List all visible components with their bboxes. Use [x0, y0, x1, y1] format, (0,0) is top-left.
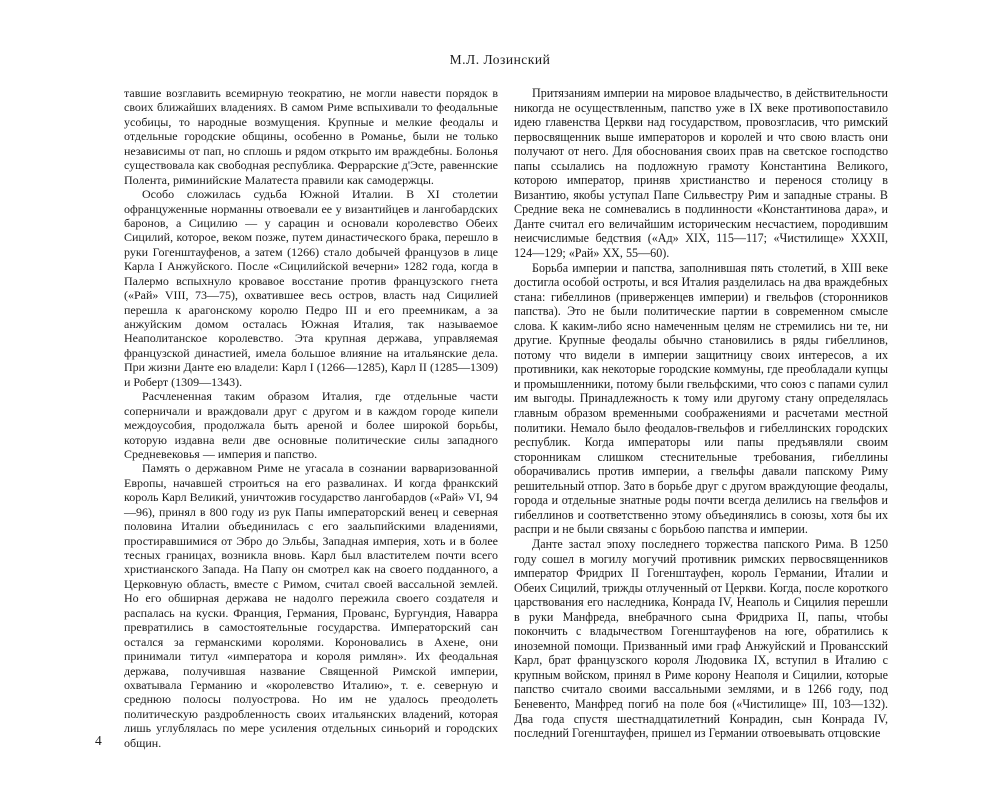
paragraph: тавшие возглавить всемирную теократию, не могли навести порядок в своих ближайших владениях. В самом Риме вспыхивали то феодальные усобицы, то народные возмущения. Крупные и мелкие феодалы и отдельные городские общины, особенно в Романье, были не только независимы от пап, но сплошь и рядом открыто им враждебны. Болонья существовала как свободная республика. Феррарские д'Эсте, равеннские Полента, риминийские Малатеста правили как самодержцы.	[124, 86, 498, 187]
page-number: 4	[95, 733, 102, 748]
paragraph: Особо сложилась судьба Южной Италии. В XI столетии офранцуженные норманны отвоевали ее у византийцев и лангобардских баронов, а Сицилию — у сарацин и основали королевство Обеих Сицилий, которое, веком позже, путем династического брака, перешло в руки Гогенштауфенов, а затем (1266) стало добычей французов в лице Карла I Анжуйского. После «Сицилийской вечерни» 1282 года, когда в Палермо вспыхнуло кровавое восстание против французского гнета («Рай» VIII, 73—75), охватившее весь остров, власть над Сицилией перешла к арагонскому королю Педро III и его преемникам, а за анжуйским домом осталась Южная Италия, так называемое Неаполитанское королевство. Эта крупная держава, управляемая французской династией, имела большое влияние на итальянские дела. При жизни Данте ею владели: Карл I (1266—1285), Карл II (1285—1309) и Роберт (1309—1343).	[124, 187, 498, 389]
paragraph: Расчлененная таким образом Италия, где отдельные части соперничали и враждовали друг с другом и в каждом городе кипели междоусобия, продолжала быть ареной и более широкой борьбы, которую издавна вели две основные политические силы западного Средневековья — империя и папство.	[124, 389, 498, 461]
paragraph: Борьба империи и папства, заполнившая пять столетий, в XIII веке достигла особой остроты, и вся Италия разделилась на два враждебных стана: гибеллинов (приверженцев империи) и гвельфов (сторонников папства). Это не были политические партии в современном смысле слова. К каким-либо ясно намеченным целям не стремились ни те, ни другие. Крупные феодалы обычно становились в ряды гибеллинов, потому что видели в империи защитницу своих интересов, а их противники, как некоторые городские коммуны, где преобладали купцы и промышленники, потому были гвельфскими, что союз с папами сулил им выгоды. Принадлежность к тому или другому стану определялась главным образом временными соображениями и расчетами местной политики. Немало было феодалов-гвельфов и гибеллинских городских республик. Когда императоры или папы предъявляли своим сторонникам слишком стеснительные требования, гибеллины оборачивались против империи, а гвельфы давали папскому Риму решительный отпор. Зато в борьбе друг с другом враждующие феодалы, города и отдельные знатные роды почти всегда делились на гвельфов и гибеллинов и соответственно этому объединялись в союзы, хотя бы их распри и не были связаны с борьбою папства и империи.	[514, 260, 888, 537]
running-head: М.Л. Лозинский	[449, 52, 551, 67]
paragraph: Память о державном Риме не угасала в сознании варваризованной Европы, начавшей строиться на его развалинах. И когда франкский король Карл Великий, уничтожив государство лангобардов («Рай» VI, 94—96), принял в 800 году из рук Папы императорский венец и северная половина Италии объединилась с его заальпийскими владениями, простиравшимися от Эбро до Эльбы, Западная империя, хоть и в более тесных границах, возникла вновь. Карл был властителем почти всего христианского Запада. На Папу он смотрел как на своего подданного, а Церковную область, вместе с Римом, считал своей вассальной землей. Но его обширная держава не надолго пережила своего создателя и распалась на куски. Франция, Германия, Прованс, Бургундия, Наварра превратились в самостоятельные государства. Императорский сан остался за германскими королями. Короновались в Ахене, они принимали титул «императора и короля римлян». Их феодальная держава, получившая название Священной Римской империи, охватывала Германию и «королевство Италию», т. е. северную и среднюю полосы полуострова. Но им не удалось преодолеть политическую раздробленность своих итальянских владений, которая лишь углублялась по мере усиления отдельных синьорий и городских общин.	[124, 461, 498, 750]
paragraph: Данте застал эпоху последнего торжества папского Рима. В 1250 году сошел в могилу могучий противник римских первосвященников император Фридрих II Гогенштауфен, король Германии, Италии и Обеих Сицилий, трижды отлученный от Церкви. Когда, после короткого царствования его наследника, Конрада IV, Неаполь и Сицилия перешли в руки Манфреда, внебрачного сына Фридриха II, папы, чтобы покончить с владычеством Гогенштауфенов на юге, обратились к иноземной помощи. Призванный ими граф Анжуйский и Провансский Карл, брат французского короля Людовика IX, вступил в Италию с крупным войском, принял в Риме корону Неаполя и Сицилии, которые папство считало своими вассальными землями, и в 1266 году, под Беневенто, Манфред погиб на поле боя («Чистилище» III, 103—132). Два года спустя шестнадцатилетний Конрадин, сын Конрада IV, последний Гогенштауфен, пришел из Германии отвоевывать отцовские	[514, 536, 888, 741]
paragraph: Притязаниям империи на мировое владычество, в действительности никогда не осуществленным, папство уже в IX веке противопоставило идею главенства Церкви над государством, провозгласив, что римский первосвященник выше императоров и королей и что свою власть они получают от него. Для обоснования своих прав на светское господство папы ссылались на подложную грамоту Константина Великого, которою император, приняв христианство и перенося столицу в Византию, якобы уступал Папе Сильвестру Рим и западные страны. В Средние века не сомневались в подлинности «Константинова дара», и Данте считал его величайшим историческим несчастием, породившим неисчислимые бедствия («Ад» XIX, 115—117; «Чистилище» XXXII, 124—129; «Рай» XX, 55—60).	[514, 86, 888, 261]
left-column	[124, 86, 498, 750]
right-column	[514, 86, 888, 741]
